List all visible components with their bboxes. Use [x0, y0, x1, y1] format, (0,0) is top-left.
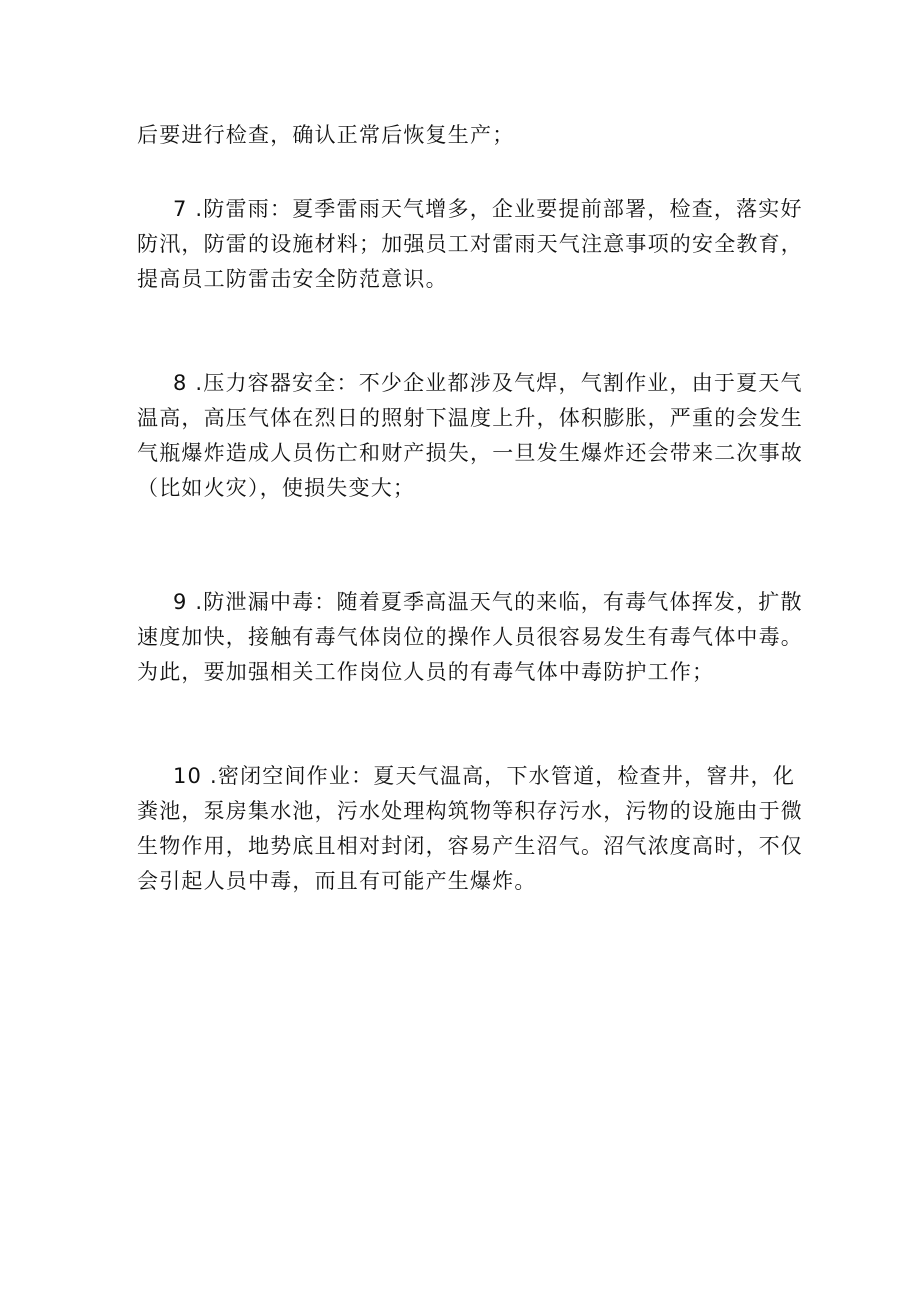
text-line: 10 .密闭空间作业：夏天气温高，下水管道，检查井，窨井，化 [173, 764, 796, 788]
text-line: 生物作用，地势底且相对封闭，容易产生沼气。沼气浓度高时，不仅 [137, 834, 803, 858]
text-line: 防汛，防雷的设施材料；加强员工对雷雨天气注意事项的安全教育， [137, 232, 803, 256]
text-line: 速度加快，接触有毒气体岗位的操作人员很容易发生有毒气体中毒。 [137, 625, 803, 649]
paragraph-item-9-gas-leak [137, 585, 803, 690]
text-line: 8 .压力容器安全：不少企业都涉及气焊，气割作业，由于夏天气 [173, 371, 803, 395]
text-line: 粪池，泵房集水池，污水处理构筑物等积存污水，污物的设施由于微 [137, 799, 803, 823]
text-line: 为此，要加强相关工作岗位人员的有毒气体中毒防护工作； [137, 660, 715, 684]
paragraph-item-7-lightning-rain [137, 192, 803, 297]
paragraph-item-8-pressure-vessel [137, 366, 803, 506]
text-line: 温高，高压气体在烈日的照射下温度上升，体积膨胀，严重的会发生 [137, 406, 803, 430]
text-line: （比如火灾），使损失变大； [137, 476, 416, 500]
text-line: 提高员工防雷击安全防范意识。 [137, 267, 448, 291]
paragraph-continuation [137, 118, 787, 153]
text-line: 9 .防泄漏中毒：随着夏季高温天气的来临，有毒气体挥发，扩散 [173, 590, 803, 614]
text-line: 7 .防雷雨：夏季雷雨天气增多，企业要提前部署，检查，落实好 [173, 197, 803, 221]
text-line: 后要进行检查，确认正常后恢复生产； [137, 123, 515, 147]
paragraph-item-10-confined-space [137, 759, 803, 899]
text-line: 会引起人员中毒，而且有可能产生爆炸。 [137, 869, 537, 893]
text-line: 气瓶爆炸造成人员伤亡和财产损失，一旦发生爆炸还会带来二次事故 [137, 441, 803, 465]
